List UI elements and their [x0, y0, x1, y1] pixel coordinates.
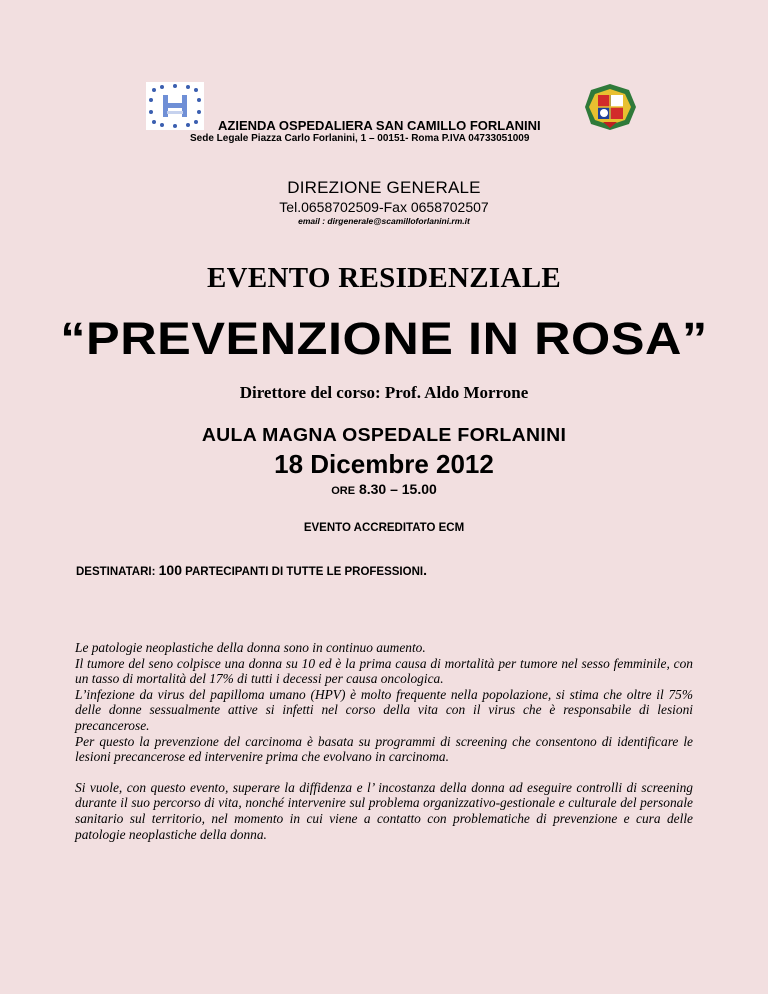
recipients-count: 100	[158, 562, 182, 578]
direzione-email: email : dirgenerale@scamilloforlanini.rm.it	[298, 216, 470, 226]
event-date: 18 Dicembre 2012	[274, 449, 494, 479]
recipients-text: PARTECIPANTI DI TUTTE LE PROFESSIONI	[181, 566, 424, 578]
hospital-logo	[146, 82, 204, 130]
hours-value: 8.30 – 15.00	[358, 481, 437, 497]
recipients-label: DESTINATARI:	[76, 566, 159, 578]
event-venue: AULA MAGNA OSPEDALE FORLANINI	[201, 425, 567, 445]
event-hours	[0, 481, 768, 497]
event-type-heading: EVENTO RESIDENZIALE	[206, 262, 562, 294]
paragraph-hpv: L’infezione da virus del papilloma umano (HPV) è molto frequente nella popolazione, si stima che oltre il 75% delle donne sessualmente attive si infetti nel corso della vita con il virus che è responsabile di lesioni precancerose.	[75, 686, 693, 733]
event-title: “PREVENZIONE IN ROSA”	[60, 313, 708, 364]
hours-label: ORE	[331, 485, 356, 497]
regione-lazio-crest	[583, 82, 638, 132]
paragraph-breast-cancer: Il tumore del seno colpisce una donna su 10 ed è la prima causa di mortalità per tumore nel sesso femminile, con un tasso di mortalità del 17% di tutti i decessi per causa oncologica.	[75, 655, 693, 687]
hospital-name: AZIENDA OSPEDALIERA SAN CAMILLO FORLANINI	[218, 118, 541, 133]
paragraph-screening: Per questo la prevenzione del carcinoma è basata su programmi di screening che consentono di identificare le lesioni precancerose ed intervenire prima che evolvano in carcinoma.	[75, 733, 693, 765]
direzione-title: DIREZIONE GENERALE	[287, 178, 481, 197]
accreditation-note: EVENTO ACCREDITATO ECM	[303, 522, 465, 534]
course-director: Direttore del corso: Prof. Aldo Morrone	[239, 383, 529, 402]
recipients-line	[76, 562, 427, 578]
hospital-address: Sede Legale Piazza Carlo Forlanini, 1 – 00151- Roma P.IVA 04733051009	[190, 133, 530, 144]
recipients-period: .	[423, 562, 427, 578]
direzione-phone-fax: Tel.0658702509-Fax 0658702507	[279, 199, 489, 215]
paragraph-intro: Le patologie neoplastiche della donna sono in continuo aumento.	[75, 640, 426, 655]
paragraph-goals: Si vuole, con questo evento, superare la diffidenza e l’ incostanza della donna ad eseguire controlli di screening durante il suo percorso di vita, nonché intervenire sul problema organizzativo-gestionale e culturale del personale sanitario sul territorio, nel momento in cui viene a contatto con problematiche di prevenzione e cura delle patologie neoplastiche della donna.	[75, 779, 693, 842]
description-body	[75, 640, 693, 842]
